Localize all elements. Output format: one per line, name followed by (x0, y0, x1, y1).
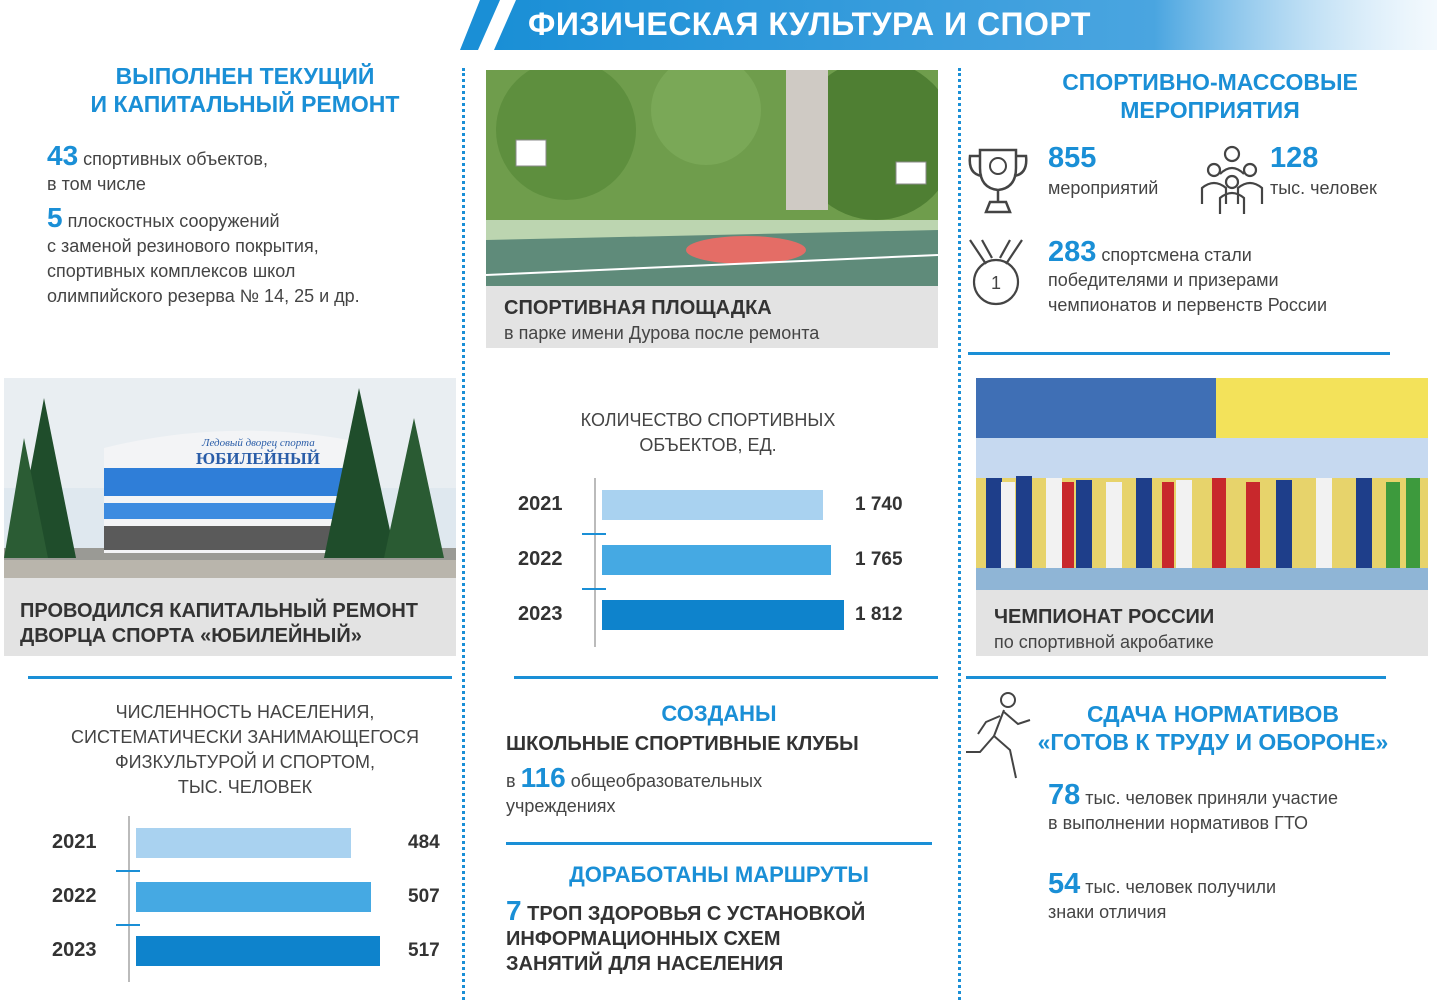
winners-stat: 283 спортсмена стали победителями и призерами чемпионатов и первенств России (1048, 236, 1328, 315)
chart-bar (136, 936, 380, 966)
chart-value-label: 1 812 (855, 604, 903, 625)
divider-right-top (968, 352, 1390, 355)
winners-count: 283 (1048, 236, 1097, 268)
column-divider-right (958, 68, 961, 1000)
chart-tick (582, 533, 606, 535)
divider-middle (514, 676, 938, 679)
chart-bar (602, 545, 831, 575)
divider-right-bottom (966, 676, 1386, 679)
chart-value-label: 484 (408, 832, 440, 853)
repair-flat-count: 5 (47, 202, 63, 233)
clubs-heading: СОЗДАНЫ (661, 701, 777, 726)
objects-chart-title: КОЛИЧЕСТВО СПОРТИВНЫХ ОБЪЕКТОВ, ЕД. (580, 410, 836, 455)
routes-text: 7 ТРОП ЗДОРОВЬЯ С УСТАНОВКОЙ ИНФОРМАЦИОННЫХ СХЕМ ЗАНЯТИЙ ДЛЯ НАСЕЛЕНИЯ (506, 895, 866, 975)
chart-bar (602, 490, 823, 520)
repair-stats: 43 спортивных объектов, в том числе 5 плоскостных сооружений с заменой резинового покрытия, спортивных комплексов школ олимпийского резерва № 14, 25 и др. (47, 140, 360, 306)
chart-tick (116, 924, 140, 926)
clubs-stat: в 116 общеобразовательных учреждениях (506, 762, 763, 816)
gto-badges-count: 54 (1048, 868, 1081, 900)
chart-bar (136, 882, 371, 912)
chart-value-label: 1 765 (855, 549, 903, 570)
chart-value-label: 1 740 (855, 494, 903, 515)
people-count: 128 (1270, 142, 1319, 174)
palace-photo (4, 378, 456, 578)
chart-year-label: 2022 (52, 885, 97, 907)
championship-photo (976, 378, 1428, 590)
chart-axis (594, 478, 596, 647)
chart-value-label: 507 (408, 886, 440, 907)
chart-year-label: 2021 (52, 831, 97, 853)
clubs-count: 116 (520, 762, 566, 793)
championship-caption: ЧЕМПИОНАТ РОССИИ по спортивной акробатике (976, 590, 1428, 656)
chart-value-label: 517 (408, 940, 440, 961)
objects-chart (0, 0, 1, 1)
trophy-icon (966, 146, 1030, 216)
divider-middle-lower (506, 842, 932, 845)
column-divider-left (462, 68, 465, 1000)
medal-icon (964, 238, 1028, 308)
chart-bar (602, 600, 844, 630)
people-group-icon (1198, 144, 1266, 216)
repair-objects-count: 43 (47, 140, 79, 171)
palace-sign-top: Ледовый дворец спорта (202, 437, 315, 449)
chart-year-label: 2023 (52, 939, 97, 961)
clubs-subtitle: ШКОЛЬНЫЕ СПОРТИВНЫЕ КЛУБЫ (506, 733, 859, 755)
routes-heading: ДОРАБОТАНЫ МАРШРУТЫ (569, 862, 869, 887)
population-chart-title: ЧИСЛЕННОСТЬ НАСЕЛЕНИЯ, СИСТЕМАТИЧЕСКИ ЗАНИМАЮЩЕГОСЯ ФИЗКУЛЬТУРОЙ И СПОРТОМ, ТЫС. ЧЕЛОВЕК (71, 702, 419, 797)
page-title: ФИЗИЧЕСКАЯ КУЛЬТУРА И СПОРТ (528, 6, 1091, 42)
medal-number: 1 (990, 273, 1002, 293)
chart-year-label: 2023 (518, 603, 563, 625)
mass-events-heading: СПОРТИВНО-МАССОВЫЕ МЕРОПРИЯТИЯ (1062, 69, 1358, 123)
gto-participants-count: 78 (1048, 779, 1081, 811)
palace-caption: ПРОВОДИЛСЯ КАПИТАЛЬНЫЙ РЕМОНТ ДВОРЦА СПОРТА «ЮБИЛЕЙНЫЙ» (4, 578, 456, 656)
court-photo (486, 70, 938, 286)
gto-heading: СДАЧА НОРМАТИВОВ «ГОТОВ К ТРУДУ И ОБОРОНЕ» (1037, 701, 1389, 755)
chart-year-label: 2022 (518, 548, 563, 570)
chart-tick (116, 870, 140, 872)
palace-sign-name: ЮБИЛЕЙНЫЙ (196, 449, 320, 468)
chart-tick (582, 588, 606, 590)
repair-heading: ВЫПОЛНЕН ТЕКУЩИЙ И КАПИТАЛЬНЫЙ РЕМОНТ (90, 63, 400, 117)
chart-bar (136, 828, 351, 858)
court-caption: СПОРТИВНАЯ ПЛОЩАДКА в парке имени Дурова после ремонта (486, 286, 938, 348)
people-label: тыс. человек (1270, 178, 1377, 198)
events-count: 855 (1048, 142, 1097, 174)
gto-badges: 54 тыс. человек получили знаки отличия (1048, 868, 1277, 922)
routes-count: 7 (506, 895, 522, 926)
gto-participants: 78 тыс. человек приняли участие в выполнении нормативов ГТО (1048, 779, 1338, 833)
events-label: мероприятий (1048, 178, 1159, 198)
chart-axis (128, 816, 130, 982)
chart-year-label: 2021 (518, 493, 563, 515)
divider-left (28, 676, 452, 679)
